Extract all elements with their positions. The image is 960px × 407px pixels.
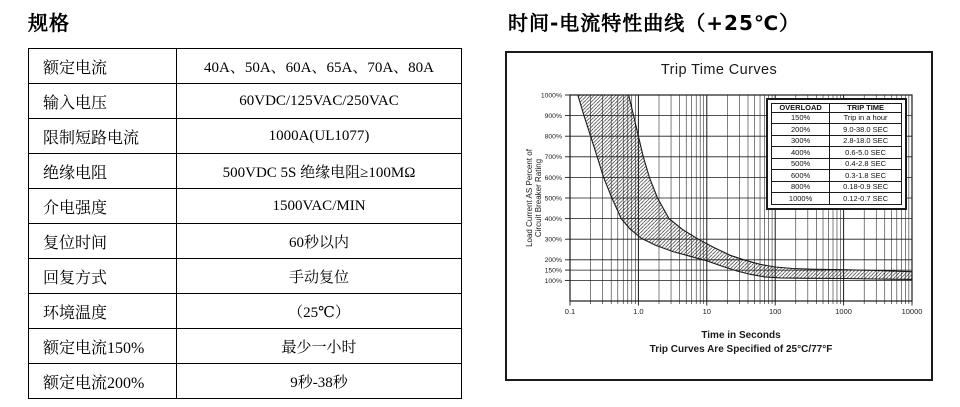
spec-label: 环境温度 — [29, 294, 177, 329]
spec-label: 限制短路电流 — [29, 119, 177, 154]
x-tick-label: 0.1 — [564, 307, 576, 316]
legend-row — [772, 124, 902, 136]
spec-row — [29, 119, 462, 154]
legend-header-cell: OVERLOAD — [772, 104, 830, 113]
x-tick-label: 100 — [768, 307, 782, 316]
legend-overload-cell: 600% — [772, 170, 830, 182]
y-tick-label: 100% — [544, 277, 562, 285]
legend-header-cell: TRIP TIME — [830, 104, 902, 113]
legend-overload-cell: 800% — [772, 181, 830, 193]
spec-value: （25℃） — [177, 294, 462, 329]
legend-overload-cell: 500% — [772, 158, 830, 170]
legend-overload-cell: 1000% — [772, 193, 830, 205]
legend-triptime-cell: 0.12-0.7 SEC — [830, 193, 902, 205]
spec-label: 额定电流200% — [29, 364, 177, 399]
overload-trip-legend — [766, 98, 907, 210]
spec-value: 手动复位 — [177, 259, 462, 294]
legend-triptime-cell: 0.4-2.8 SEC — [830, 158, 902, 170]
spec-row — [29, 364, 462, 399]
spec-label: 回复方式 — [29, 259, 177, 294]
y-tick-label: 500% — [544, 195, 562, 203]
chart-condition-caption: Trip Curves Are Specified of 25°C/77°F — [649, 344, 833, 355]
spec-label: 额定电流150% — [29, 329, 177, 364]
spec-row — [29, 294, 462, 329]
legend-row — [772, 135, 902, 147]
legend-triptime-cell: 9.0-38.0 SEC — [830, 124, 902, 136]
legend-row — [772, 112, 902, 124]
legend-triptime-cell: 2.8-18.0 SEC — [830, 135, 902, 147]
spec-label: 复位时间 — [29, 224, 177, 259]
legend-row — [772, 193, 902, 205]
spec-value: 1500VAC/MIN — [177, 189, 462, 224]
x-tick-label: 1000 — [835, 307, 852, 316]
curve-heading: 时间-电流特性曲线（+25℃） — [508, 11, 801, 35]
spec-value: 500VDC 5S 绝缘电阻≥100MΩ — [177, 154, 462, 189]
spec-table — [28, 48, 462, 399]
spec-label: 介电强度 — [29, 189, 177, 224]
spec-label: 额定电流 — [29, 49, 177, 84]
spec-value: 60秒以内 — [177, 224, 462, 259]
legend-overload-cell: 200% — [772, 124, 830, 136]
y-axis-title-line: Load Current AS Percent of — [525, 149, 534, 247]
spec-heading: 规格 — [28, 11, 70, 35]
y-tick-label: 200% — [544, 257, 562, 265]
spec-label: 输入电压 — [29, 84, 177, 119]
spec-label: 绝缘电阻 — [29, 154, 177, 189]
spec-row — [29, 189, 462, 224]
spec-row — [29, 84, 462, 119]
legend-triptime-cell: Trip in a hour — [830, 112, 902, 124]
spec-value: 9秒-38秒 — [177, 364, 462, 399]
y-tick-label: 150% — [544, 267, 562, 275]
chart-title: Trip Time Curves — [660, 62, 778, 78]
legend-table — [771, 103, 902, 205]
trip-chart-frame — [505, 51, 933, 381]
legend-triptime-cell: 0.3-1.8 SEC — [830, 170, 902, 182]
spec-row — [29, 224, 462, 259]
x-tick-label: 1.0 — [633, 307, 644, 316]
y-tick-label: 400% — [544, 216, 562, 223]
legend-overload-cell: 400% — [772, 147, 830, 159]
legend-triptime-cell: 0.6-5.0 SEC — [830, 147, 902, 159]
spec-value: 最少一小时 — [177, 329, 462, 364]
y-tick-label: 800% — [544, 133, 562, 141]
legend-row — [772, 147, 902, 159]
y-tick-label: 900% — [544, 113, 562, 120]
spec-row — [29, 259, 462, 294]
x-tick-label: 10000 — [901, 307, 923, 316]
spec-value: 1000A(UL1077) — [177, 119, 462, 154]
legend-row — [772, 181, 902, 193]
y-tick-label: 1000% — [540, 92, 562, 100]
legend-row — [772, 158, 902, 170]
spec-value: 60VDC/125VAC/250VAC — [177, 84, 462, 119]
y-tick-label: 300% — [544, 236, 562, 244]
spec-row — [29, 154, 462, 189]
y-tick-label: 600% — [544, 174, 562, 182]
legend-row — [772, 170, 902, 182]
y-tick-label: 700% — [544, 154, 562, 162]
spec-row — [29, 49, 462, 84]
y-axis-title-line: Circuit Breaker Rating — [534, 158, 543, 238]
legend-overload-cell: 300% — [772, 135, 830, 147]
x-axis-title: Time in Seconds — [701, 330, 781, 341]
spec-row — [29, 329, 462, 364]
spec-value: 40A、50A、60A、65A、70A、80A — [177, 49, 462, 84]
x-tick-label: 10 — [702, 307, 711, 316]
legend-triptime-cell: 0.18-0.9 SEC — [830, 181, 902, 193]
legend-overload-cell: 150% — [772, 112, 830, 124]
